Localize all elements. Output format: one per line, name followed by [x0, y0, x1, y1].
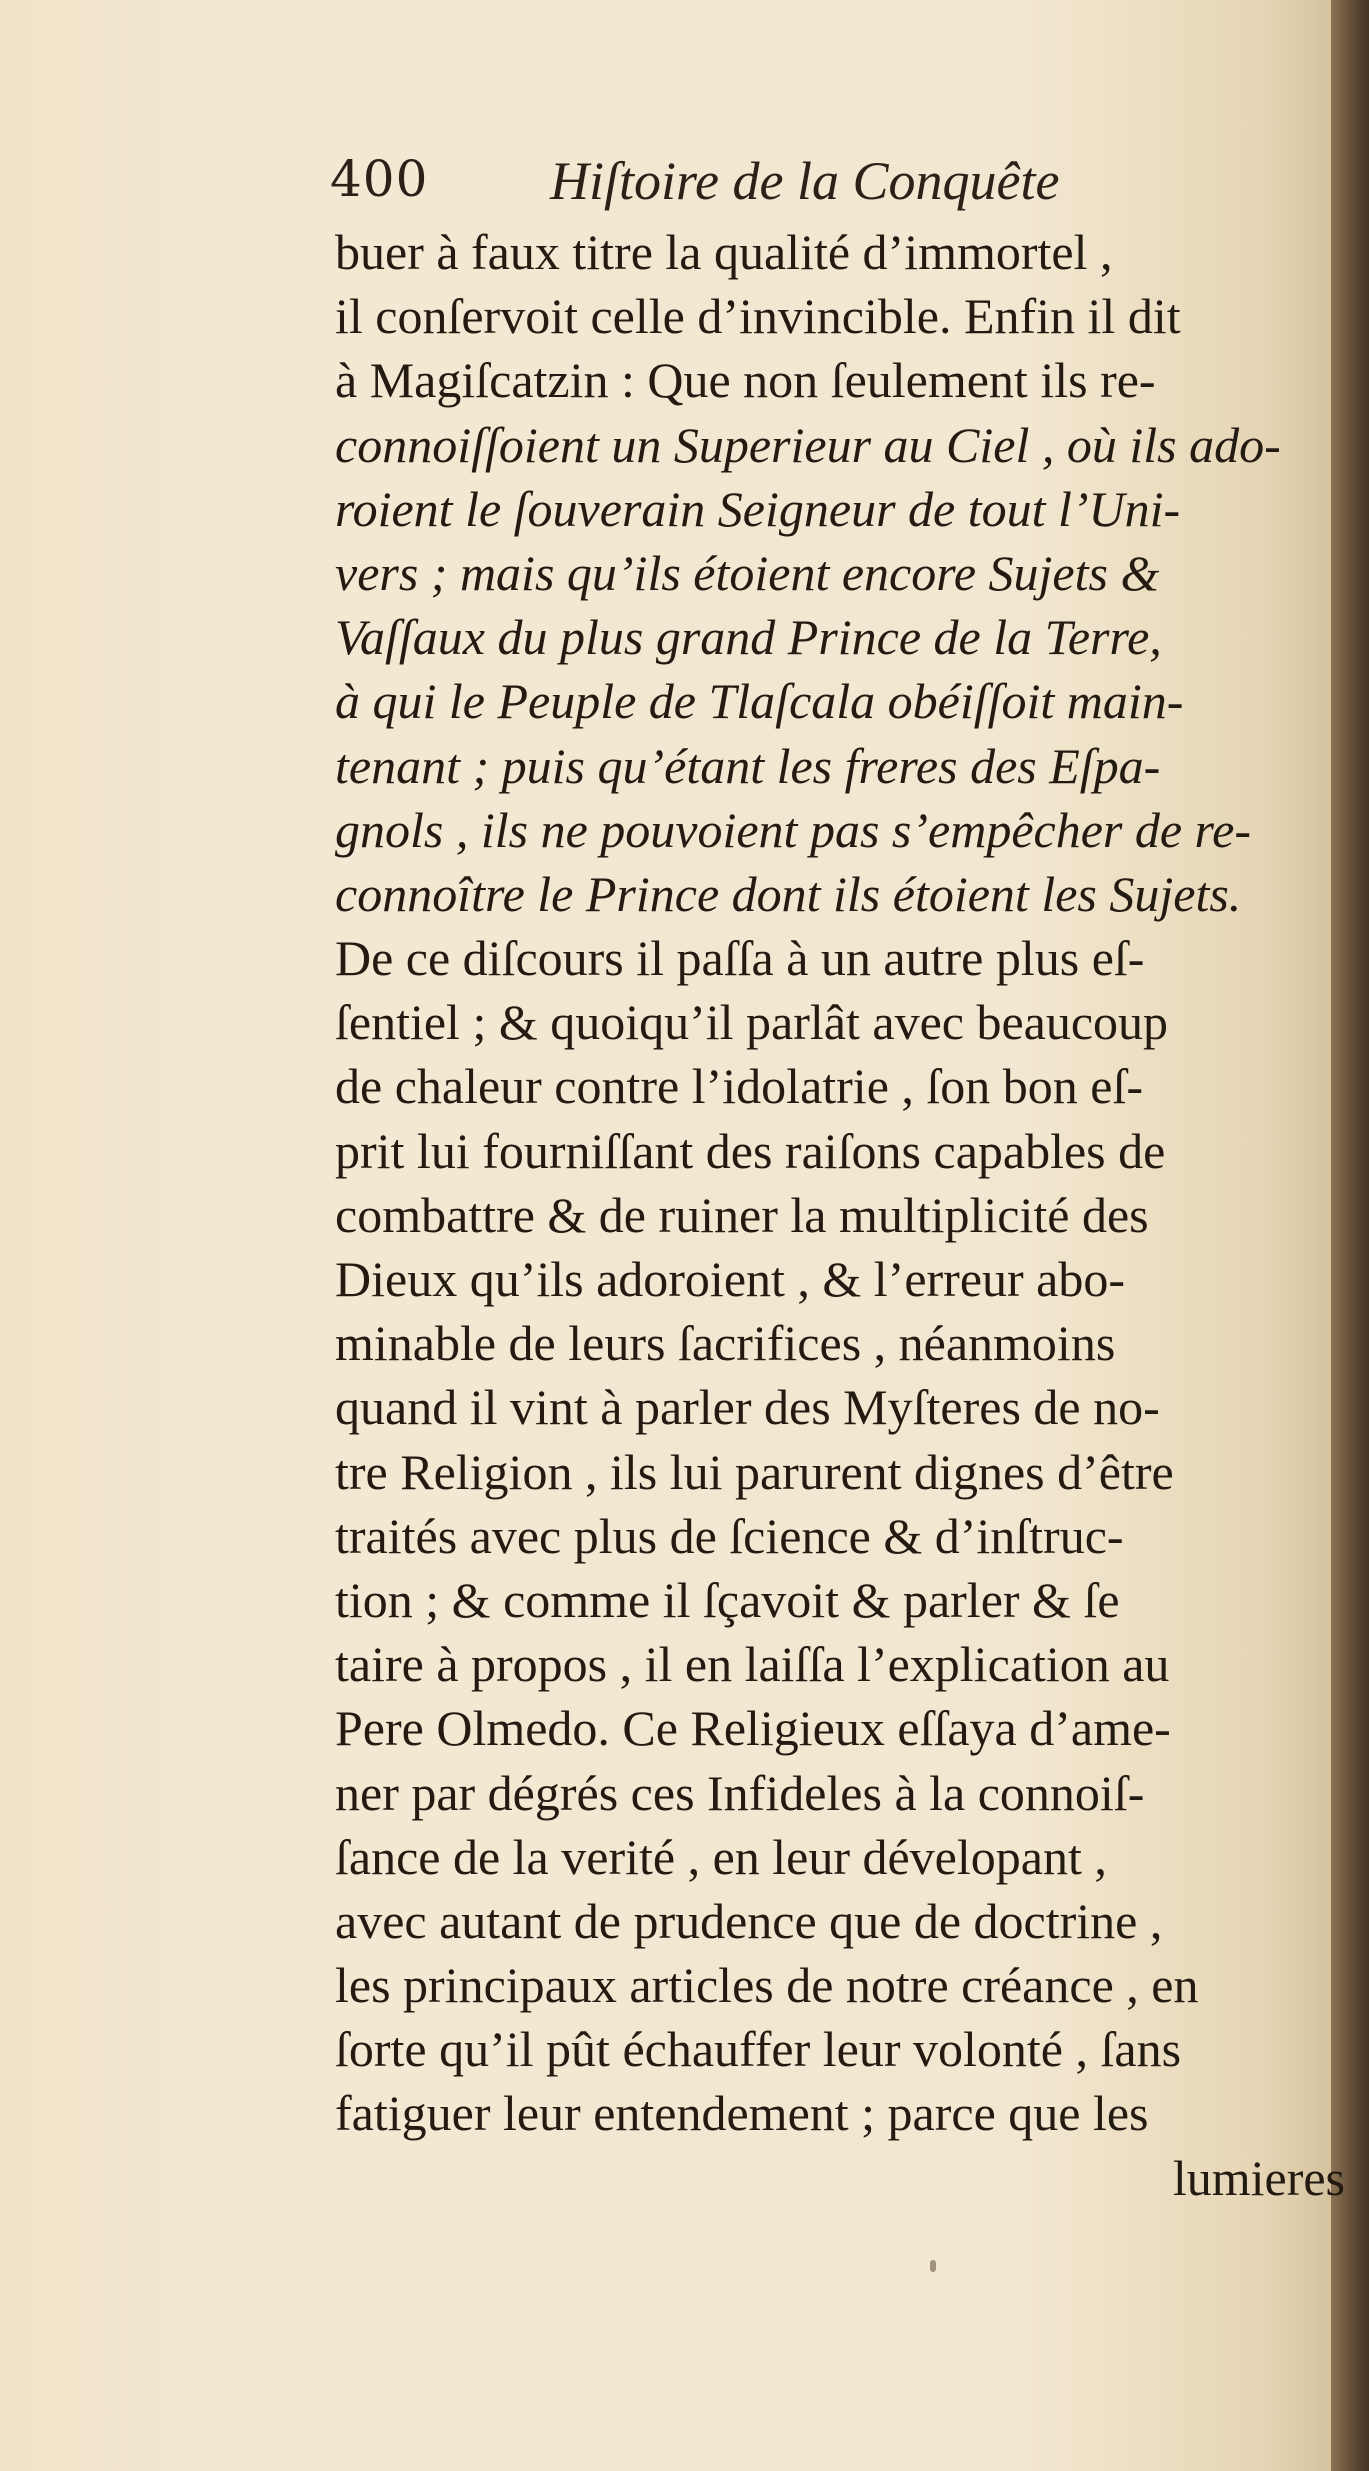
text-line: ner par dégrés ces Infideles à la connoiſ-	[335, 1764, 1145, 1821]
text-line: De ce diſcours il paſſa à un autre plus eſ-	[335, 930, 1145, 987]
ink-speck	[930, 2260, 936, 2272]
text-line: les principaux articles de notre créance , en	[335, 1957, 1199, 2014]
catchword: lumieres	[1172, 2149, 1345, 2206]
text-line: quand il vint à parler des Myſteres de no-	[335, 1379, 1160, 1436]
text-line: prit lui fourniſſant des raiſons capables de	[335, 1122, 1166, 1179]
body-text	[335, 220, 1365, 2210]
text-line: taire à propos , il en laiſſa l’explication au	[335, 1636, 1170, 1693]
text-line: Dieux qu’ils adoroient , & l’erreur abo-	[335, 1251, 1126, 1307]
text-line: combattre & de ruiner la multiplicité des	[335, 1186, 1149, 1243]
text-line: de chaleur contre l’idolatrie , ſon bon eſ-	[335, 1058, 1144, 1115]
text-line: ſance de la verité , en leur dévelopant ,	[335, 1828, 1107, 1885]
text-line: tion ; & comme il ſçavoit & parler & ſe	[335, 1571, 1120, 1628]
text-line: avec autant de prudence que de doctrine ,	[335, 1892, 1163, 1949]
text-line: tre Religion , ils lui parurent dignes d’être	[335, 1443, 1174, 1500]
text-line: connoiſſoient un Superieur au Ciel , où ils ado-	[335, 416, 1281, 473]
text-line: Pere Olmedo. Ce Religieux eſſaya d’ame-	[335, 1700, 1171, 1757]
text-line: buer à faux titre la qualité d’immortel ,	[335, 224, 1113, 280]
text-line: tenant ; puis qu’étant les freres des Eſpa-	[335, 737, 1161, 794]
text-line: il conſervoit celle d’invincible. Enfin il dit	[335, 288, 1181, 345]
text-line: roient le ſouverain Seigneur de tout l’Uni-	[335, 480, 1181, 537]
text-line: vers ; mais qu’ils étoient encore Sujets &	[335, 544, 1160, 601]
text-line: gnols , ils ne pouvoient pas s’empêcher de re-	[335, 801, 1251, 858]
text-line: à qui le Peuple de Tlaſcala obéiſſoit main-	[335, 673, 1184, 730]
text-line: ſorte qu’il pût échauffer leur volonté , ſans	[335, 2021, 1182, 2078]
text-line: minable de leurs ſacrifices , néanmoins	[335, 1315, 1116, 1372]
running-title: Hiſtoire de la Conquête	[550, 151, 1060, 211]
text-line: Vaſſaux du plus grand Prince de la Terre,	[335, 609, 1162, 666]
text-line: connoître le Prince dont ils étoient les Sujets.	[335, 865, 1242, 922]
text-line: ſentiel ; & quoiqu’il parlât avec beaucoup	[335, 994, 1169, 1051]
text-line: traités avec plus de ſcience & d’inſtruc-	[335, 1507, 1124, 1564]
text-line: fatiguer leur entendement ; parce que les	[335, 2085, 1149, 2142]
text-line: à Magiſcatzin : Que non ſeulement ils re-	[335, 352, 1156, 409]
page-number: 400	[330, 150, 429, 208]
